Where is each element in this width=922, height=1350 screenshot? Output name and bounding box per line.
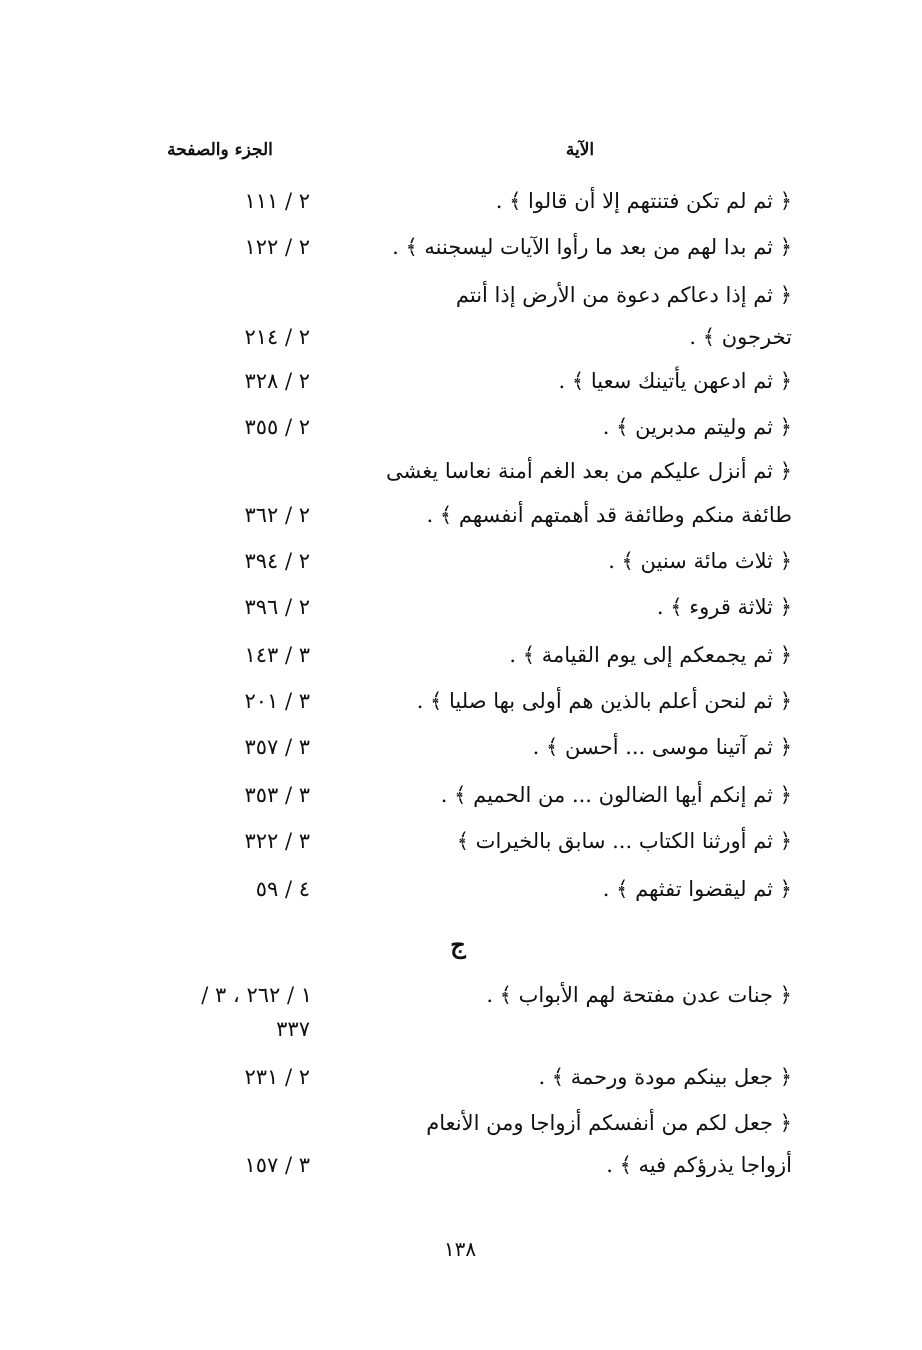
verse-reference: ١ / ٢٦٢ ، ٣ / <box>201 983 312 1007</box>
verse-line: ﴿ ثم إذا دعاكم دعوة من الأرض إذا أنتم <box>455 283 792 307</box>
verse-line: ﴿ جنات عدن مفتحة لهم الأبواب ﴾ . <box>486 983 792 1007</box>
verse-line: ﴿ ثم آتينا موسى ... أحسن ﴾ . <box>532 735 792 759</box>
verse-line: أزواجا يذرؤكم فيه ﴾ . <box>606 1153 792 1177</box>
verse-line: ﴿ ثلاث مائة سنين ﴾ . <box>608 549 792 573</box>
page-number: ١٣٨ <box>443 1237 477 1261</box>
verse-reference: ٢ / ٣٩٤ <box>244 549 310 573</box>
verse-line: ﴿ جعل لكم من أنفسكم أزواجا ومن الأنعام <box>426 1111 792 1135</box>
verse-reference: ٢ / ٢٣١ <box>244 1065 310 1089</box>
verse-line: ﴿ ثم إنكم أيها الضالون ... من الحميم ﴾ . <box>440 783 792 807</box>
verse-reference: ٢ / ٣٥٥ <box>244 415 310 439</box>
column-header-reference: الجزء والصفحة <box>167 140 273 160</box>
verse-line: ﴿ جعل بينكم مودة ورحمة ﴾ . <box>538 1065 792 1089</box>
verse-line: طائفة منكم وطائفة قد أهمتهم أنفسهم ﴾ . <box>426 503 792 527</box>
verse-reference: ٢ / ٣٦٢ <box>244 503 310 527</box>
verse-line: ﴿ ثم أنزل عليكم من بعد الغم أمنة نعاسا يغشى <box>386 459 792 483</box>
verse-line: ﴿ ثم لم تكن فتنتهم إلا أن قالوا ﴾ . <box>495 189 792 213</box>
verse-reference: ٣ / ١٤٣ <box>244 643 310 667</box>
verse-reference: ٣ / ١٥٧ <box>244 1153 310 1177</box>
verse-line: ﴿ ثم أورثنا الكتاب ... سابق بالخيرات ﴾ <box>456 829 792 853</box>
verse-reference: ٢ / ١٢٢ <box>244 235 310 259</box>
verse-reference: ٤ / ٥٩ <box>255 877 310 901</box>
verse-line: ﴿ ثلاثة قروء ﴾ . <box>656 595 792 619</box>
verse-line: ﴿ ثم يجمعكم إلى يوم القيامة ﴾ . <box>509 643 792 667</box>
verse-reference: ٢ / ٣٩٦ <box>244 595 310 619</box>
section-heading-letter: ج <box>450 930 466 959</box>
verse-line: ﴿ ثم وليتم مدبرين ﴾ . <box>602 415 792 439</box>
column-header-verse: الآية <box>565 140 595 160</box>
verse-line: ﴿ ثم ادعهن يأتينك سعيا ﴾ . <box>558 369 792 393</box>
verse-reference: ٢ / ٢١٤ <box>244 325 310 349</box>
verse-line: ﴿ ثم لنحن أعلم بالذين هم أولى بها صليا ﴾ . <box>416 689 792 713</box>
verse-reference: ٣ / ٣٢٢ <box>244 829 310 853</box>
verse-line: ﴿ ثم ليقضوا تفثهم ﴾ . <box>602 877 792 901</box>
verse-reference: ٣ / ٣٥٣ <box>244 783 310 807</box>
verse-line: تخرجون ﴾ . <box>689 325 792 349</box>
verse-reference: ٣ / ٢٠١ <box>244 689 310 713</box>
verse-reference: ٢ / ٣٢٨ <box>244 369 310 393</box>
verse-reference: ٢ / ١١١ <box>244 189 310 213</box>
verse-reference-continued: ٣٣٧ <box>276 1017 310 1041</box>
verse-reference: ٣ / ٣٥٧ <box>244 735 310 759</box>
verse-line: ﴿ ثم بدا لهم من بعد ما رأوا الآيات ليسجننه ﴾ . <box>392 235 792 259</box>
